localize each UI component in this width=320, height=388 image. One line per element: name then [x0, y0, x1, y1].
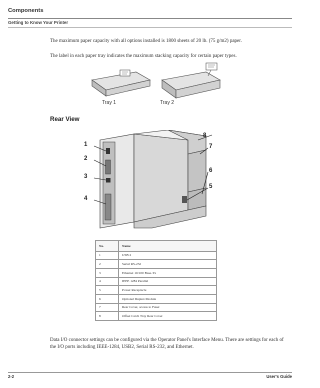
tray-1-drawing: [92, 70, 150, 96]
column-header-name: Name: [119, 241, 217, 252]
tray-1-caption: Tray 1: [102, 100, 116, 106]
callout-7: 7: [209, 144, 213, 150]
callout-2: 2: [84, 156, 88, 162]
row-name: Offset Catch Tray Rear Cover: [119, 312, 217, 321]
row-number: 4: [96, 277, 119, 286]
table-row: [96, 312, 217, 321]
table-row: [96, 294, 217, 303]
rear-view-heading: Rear View: [50, 116, 80, 123]
row-number: 1: [96, 251, 119, 260]
header-divider: [8, 18, 292, 19]
row-number: 7: [96, 303, 119, 312]
row-number: 6: [96, 294, 119, 303]
footer-divider: [8, 372, 292, 373]
row-name: Power Receptacle: [119, 286, 217, 295]
column-header-no: No.: [96, 241, 119, 252]
row-number: 2: [96, 260, 119, 269]
row-name: IEEE 1284 Parallel: [119, 277, 217, 286]
table-row: [96, 277, 217, 286]
callout-6: 6: [209, 168, 213, 174]
table-row: [96, 260, 217, 269]
row-number: 8: [96, 312, 119, 321]
table-row: [96, 286, 217, 295]
subheader-divider: [8, 27, 292, 28]
guide-title: User's Guide: [266, 374, 292, 379]
callout-4: 4: [84, 196, 88, 202]
ports-table: [95, 240, 217, 321]
page-number: 2-2: [8, 374, 15, 379]
tray-2-drawing: [162, 63, 220, 98]
callout-5: 5: [209, 184, 213, 190]
row-name: Serial RS-232: [119, 260, 217, 269]
intro-paragraph-2: The label in each paper tray indicates the maximum stacking capacity for certain paper types.: [50, 54, 237, 59]
row-number: 3: [96, 268, 119, 277]
closing-paragraph: Data I/O connector settings can be configured via the Operator Panel's Interface Menu. There are settings for each of the I/O ports including IEEE-1284, USB2, Serial RS-232, and Ethernet.: [50, 338, 284, 350]
row-name: USB 2: [119, 251, 217, 260]
row-name: Rear Cover, access to Fuser: [119, 303, 217, 312]
chapter-title: Components: [8, 8, 44, 14]
row-name: Optional Duplex Module: [119, 294, 217, 303]
row-name: Ethernet 10/100 Base-Tx: [119, 268, 217, 277]
callout-1: 1: [84, 142, 88, 148]
table-row: [96, 251, 217, 260]
row-number: 5: [96, 286, 119, 295]
printer-rear-view-illustration: [88, 130, 218, 230]
table-row: [96, 303, 217, 312]
table-header-row: [96, 241, 217, 252]
intro-paragraph-1: The maximum paper capacity with all options installed is 1800 sheets of 20 lb. (75 g/m2) paper.: [50, 39, 242, 44]
callout-3: 3: [84, 174, 88, 180]
table-row: [96, 268, 217, 277]
tray-2-caption: Tray 2: [160, 100, 174, 106]
callout-8: 8: [203, 133, 207, 139]
section-title: Getting to Know Your Printer: [8, 20, 69, 25]
